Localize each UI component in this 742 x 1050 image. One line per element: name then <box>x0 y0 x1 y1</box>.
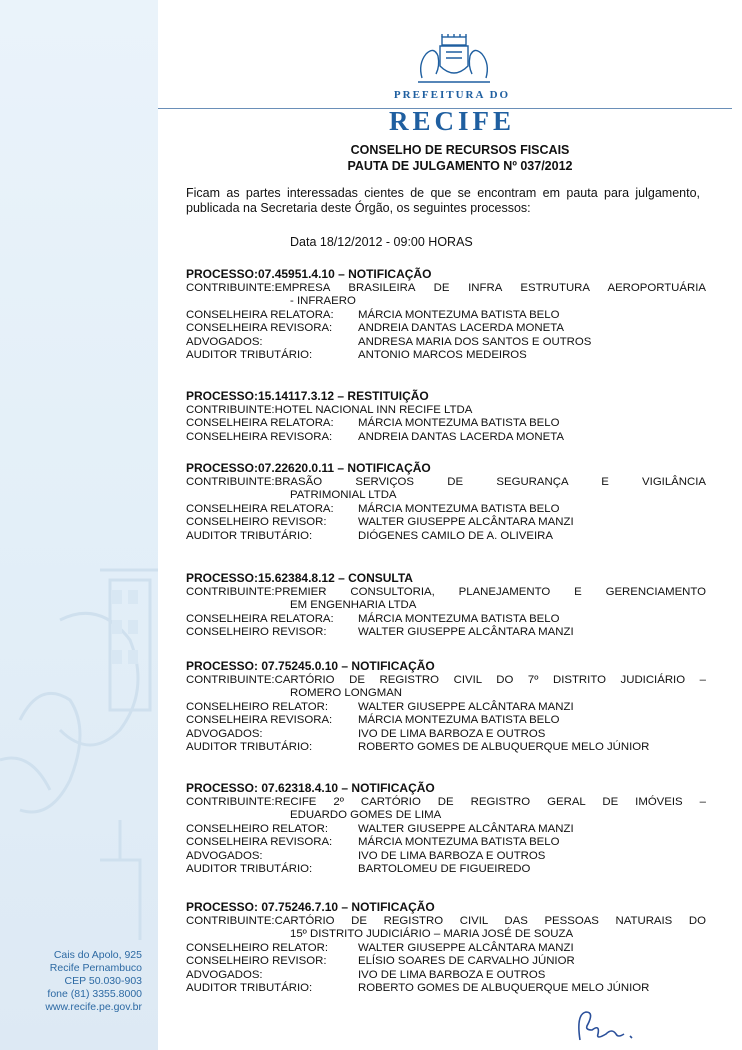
process-field <box>186 626 706 640</box>
field-value: BARTOLOMEU DE FIGUEIREDO <box>358 863 531 875</box>
process-heading: PROCESSO:15.62384.8.12 – CONSULTA <box>186 571 413 585</box>
field-value: - INFRAERO <box>290 295 356 307</box>
process-field <box>186 516 706 530</box>
field-label: ADVOGADOS: <box>186 727 263 740</box>
field-value: CARTÓRIO DE REGISTRO CIVIL DO 7º DISTRITO JUDICIÁRIO – <box>274 673 706 686</box>
field-label: CONSELHEIRA REVISORA: <box>186 322 333 334</box>
field-label: AUDITOR TRIBUTÁRIO: <box>186 349 313 361</box>
field-value: 15º DISTRITO JUDICIÁRIO – MARIA JOSÉ DE SOUZA <box>290 928 574 940</box>
process-field <box>186 836 706 850</box>
process-field <box>186 476 706 490</box>
address-city: Recife Pernambuco <box>49 962 142 974</box>
process-field <box>186 850 706 864</box>
field-value: DIÓGENES CAMILO DE A. OLIVEIRA <box>358 529 553 542</box>
process-field <box>186 489 706 503</box>
field-value: IVO DE LIMA BARBOZA E OUTROS <box>358 849 546 862</box>
handwritten-signature <box>572 1004 642 1044</box>
field-value: ROBERTO GOMES DE ALBUQUERQUE MELO JÚNIOR <box>358 982 650 994</box>
process-field <box>186 728 706 742</box>
field-label: CONTRIBUINTE: <box>186 914 275 927</box>
process-field <box>186 674 706 688</box>
field-value: MÁRCIA MONTEZUMA BATISTA BELO <box>358 308 560 321</box>
field-label: CONTRIBUINTE: <box>186 281 275 294</box>
field-value: ROBERTO GOMES DE ALBUQUERQUE MELO JÚNIOR <box>358 741 650 753</box>
field-label: CONSELHEIRA REVISORA: <box>186 836 333 848</box>
field-label: AUDITOR TRIBUTÁRIO: <box>186 529 313 542</box>
field-label: CONSELHEIRA REVISORA: <box>186 714 333 726</box>
coat-of-arms-icon <box>412 34 496 86</box>
process-field <box>186 982 706 996</box>
city-emblem-watermark <box>0 560 158 940</box>
field-value: CARTÓRIO DE REGISTRO CIVIL DAS PESSOAS NATURAIS DO <box>274 914 706 927</box>
process-field <box>186 431 706 445</box>
process-field <box>186 599 706 613</box>
field-label: CONTRIBUINTE: <box>186 673 275 686</box>
process-field <box>186 701 706 715</box>
process-field <box>186 823 706 837</box>
prefeitura-label: PREFEITURA DO <box>393 89 511 101</box>
process-field <box>186 969 706 983</box>
field-value: EM ENGENHARIA LTDA <box>290 599 417 611</box>
field-label: CONSELHEIRO REVISOR: <box>186 626 327 638</box>
field-value: MÁRCIA MONTEZUMA BATISTA BELO <box>358 417 560 429</box>
process-field <box>186 915 706 929</box>
process-field <box>186 404 706 418</box>
address-phone: fone (81) 3355.8000 <box>47 988 142 1000</box>
process-heading: PROCESSO: 07.75246.7.10 – NOTIFICAÇÃO <box>186 900 435 914</box>
process-field <box>186 928 706 942</box>
field-label: ADVOGADOS: <box>186 335 263 348</box>
process-field <box>186 714 706 728</box>
field-label: CONSELHEIRO REVISOR: <box>186 955 327 967</box>
field-value: ELÍSIO SOARES DE CARVALHO JÚNIOR <box>358 955 575 967</box>
field-value: MÁRCIA MONTEZUMA BATISTA BELO <box>358 502 560 515</box>
process-entry <box>186 782 706 877</box>
process-field <box>186 613 706 627</box>
address-street: Cais do Apolo, 925 <box>53 949 142 961</box>
process-field <box>186 863 706 877</box>
process-entry <box>186 268 706 363</box>
agenda-number: PAUTA DE JULGAMENTO Nº 037/2012 <box>347 159 573 173</box>
process-field <box>186 322 706 336</box>
field-label: ADVOGADOS: <box>186 968 263 981</box>
field-value: HOTEL NACIONAL INN RECIFE LTDA <box>274 403 473 416</box>
field-label: CONSELHEIRO RELATOR: <box>186 700 328 713</box>
field-value: RECIFE 2º CARTÓRIO DE REGISTRO GERAL DE IMÓVEIS – <box>274 795 706 808</box>
process-field <box>186 741 706 755</box>
field-value: PREMIER CONSULTORIA, PLANEJAMENTO E GERENCIAMENTO <box>274 585 706 598</box>
process-field <box>186 955 706 969</box>
address-cep: CEP 50.030-903 <box>64 975 142 987</box>
process-field <box>186 417 706 431</box>
document-title <box>0 142 742 174</box>
process-field <box>186 530 706 544</box>
field-label: ADVOGADOS: <box>186 849 263 862</box>
session-date: Data 18/12/2012 - 09:00 HORAS <box>290 235 473 249</box>
process-heading: PROCESSO: 07.62318.4.10 – NOTIFICAÇÃO <box>186 781 435 795</box>
address-website: www.recife.pe.gov.br <box>45 1001 142 1013</box>
field-label: CONSELHEIRO REVISOR: <box>186 516 327 528</box>
field-label: CONSELHEIRA REVISORA: <box>186 430 333 443</box>
process-field <box>186 809 706 823</box>
process-heading: PROCESSO: 07.75245.0.10 – NOTIFICAÇÃO <box>186 659 435 673</box>
process-field <box>186 687 706 701</box>
field-value: ANDREIA DANTAS LACERDA MONETA <box>358 322 564 334</box>
field-label: CONTRIBUINTE: <box>186 475 275 488</box>
council-name: CONSELHO DE RECURSOS FISCAIS <box>350 143 570 157</box>
field-value: WALTER GIUSEPPE ALCÂNTARA MANZI <box>358 822 574 835</box>
city-logo-text: RECIFE <box>388 106 515 136</box>
address-block <box>45 949 142 1014</box>
process-field <box>186 282 706 296</box>
field-value: WALTER GIUSEPPE ALCÂNTARA MANZI <box>358 700 574 713</box>
field-value: MÁRCIA MONTEZUMA BATISTA BELO <box>358 612 560 625</box>
process-heading: PROCESSO:07.22620.0.11 – NOTIFICAÇÃO <box>186 461 431 475</box>
process-entry <box>186 901 706 996</box>
process-entry <box>186 462 706 543</box>
field-label: CONTRIBUINTE: <box>186 795 275 808</box>
field-value: PATRIMONIAL LTDA <box>290 489 397 501</box>
field-value: ROMERO LONGMAN <box>290 687 403 699</box>
field-value: MÁRCIA MONTEZUMA BATISTA BELO <box>358 714 560 726</box>
field-value: EMPRESA BRASILEIRA DE INFRA ESTRUTURA AEROPORTUÁRIA <box>274 281 706 294</box>
field-value: WALTER GIUSEPPE ALCÂNTARA MANZI <box>358 516 574 528</box>
field-value: ANDREIA DANTAS LACERDA MONETA <box>358 430 564 443</box>
field-label: CONSELHEIRA RELATORA: <box>186 612 334 625</box>
process-field <box>186 349 706 363</box>
field-label: CONTRIBUINTE: <box>186 403 275 416</box>
process-entry <box>186 390 706 444</box>
field-label: CONSELHEIRO RELATOR: <box>186 822 328 835</box>
field-value: WALTER GIUSEPPE ALCÂNTARA MANZI <box>358 941 574 954</box>
field-label: CONSELHEIRO RELATOR: <box>186 941 328 954</box>
field-label: AUDITOR TRIBUTÁRIO: <box>186 982 313 994</box>
field-label: CONSELHEIRA RELATORA: <box>186 308 334 321</box>
process-entry <box>186 572 706 640</box>
field-label: CONTRIBUINTE: <box>186 585 275 598</box>
field-label: CONSELHEIRA RELATORA: <box>186 417 334 429</box>
process-field <box>186 309 706 323</box>
process-heading: PROCESSO:07.45951.4.10 – NOTIFICAÇÃO <box>186 267 432 281</box>
process-field <box>186 503 706 517</box>
process-field <box>186 295 706 309</box>
intro-paragraph: Ficam as partes interessadas cientes de que se encontram em pauta para julgamento, publicada na Secretaria deste Órgão, os seguintes processos: <box>186 186 700 215</box>
process-entry <box>186 660 706 755</box>
field-value: EDUARDO GOMES DE LIMA <box>290 809 442 821</box>
field-value: BRASÃO SERVIÇOS DE SEGURANÇA E VIGILÂNCIA <box>274 475 706 488</box>
field-value: IVO DE LIMA BARBOZA E OUTROS <box>358 968 546 981</box>
field-value: MÁRCIA MONTEZUMA BATISTA BELO <box>358 836 560 848</box>
field-value: IVO DE LIMA BARBOZA E OUTROS <box>358 727 546 740</box>
field-value: ANTONIO MARCOS MEDEIROS <box>358 349 527 361</box>
field-label: AUDITOR TRIBUTÁRIO: <box>186 863 313 875</box>
process-field <box>186 796 706 810</box>
process-field <box>186 942 706 956</box>
field-value: WALTER GIUSEPPE ALCÂNTARA MANZI <box>358 626 574 638</box>
field-label: CONSELHEIRA RELATORA: <box>186 502 334 515</box>
process-heading: PROCESSO:15.14117.3.12 – RESTITUIÇÃO <box>186 389 429 403</box>
process-field <box>186 586 706 600</box>
process-field <box>186 336 706 350</box>
field-value: ANDRESA MARIA DOS SANTOS E OUTROS <box>358 335 592 348</box>
field-label: AUDITOR TRIBUTÁRIO: <box>186 741 313 753</box>
